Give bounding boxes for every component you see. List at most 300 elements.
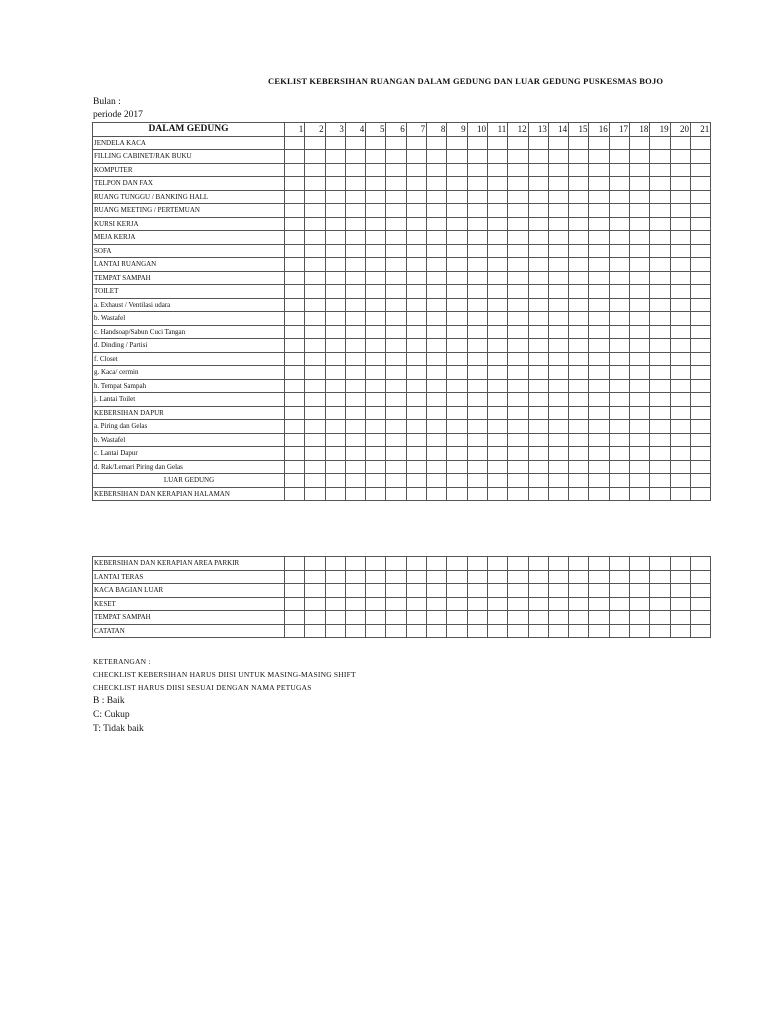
- check-cell[interactable]: [325, 163, 345, 177]
- check-cell[interactable]: [690, 487, 710, 501]
- check-cell[interactable]: [528, 217, 548, 231]
- check-cell[interactable]: [548, 366, 568, 380]
- check-cell[interactable]: [690, 298, 710, 312]
- check-cell[interactable]: [589, 597, 609, 611]
- check-cell[interactable]: [487, 325, 507, 339]
- check-cell[interactable]: [386, 460, 406, 474]
- check-cell[interactable]: [285, 339, 305, 353]
- check-cell[interactable]: [305, 217, 325, 231]
- check-cell[interactable]: [487, 611, 507, 625]
- check-cell[interactable]: [670, 244, 690, 258]
- check-cell[interactable]: [386, 366, 406, 380]
- check-cell[interactable]: [487, 584, 507, 598]
- check-cell[interactable]: [345, 325, 365, 339]
- check-cell[interactable]: [630, 177, 650, 191]
- check-cell[interactable]: [305, 433, 325, 447]
- check-cell[interactable]: [589, 258, 609, 272]
- check-cell[interactable]: [670, 570, 690, 584]
- check-cell[interactable]: [609, 204, 629, 218]
- check-cell[interactable]: [487, 393, 507, 407]
- check-cell[interactable]: [630, 271, 650, 285]
- check-cell[interactable]: [345, 258, 365, 272]
- check-cell[interactable]: [325, 460, 345, 474]
- check-cell[interactable]: [650, 271, 670, 285]
- check-cell[interactable]: [366, 244, 386, 258]
- check-cell[interactable]: [508, 163, 528, 177]
- check-cell[interactable]: [589, 271, 609, 285]
- check-cell[interactable]: [690, 406, 710, 420]
- check-cell[interactable]: [366, 379, 386, 393]
- check-cell[interactable]: [690, 447, 710, 461]
- check-cell[interactable]: [285, 312, 305, 326]
- check-cell[interactable]: [589, 325, 609, 339]
- check-cell[interactable]: [406, 285, 426, 299]
- check-cell[interactable]: [528, 204, 548, 218]
- check-cell[interactable]: [690, 177, 710, 191]
- check-cell[interactable]: [467, 325, 487, 339]
- check-cell[interactable]: [325, 584, 345, 598]
- check-cell[interactable]: [548, 136, 568, 150]
- check-cell[interactable]: [427, 447, 447, 461]
- check-cell[interactable]: [285, 244, 305, 258]
- check-cell[interactable]: [447, 244, 467, 258]
- check-cell[interactable]: [569, 474, 589, 488]
- check-cell[interactable]: [285, 325, 305, 339]
- check-cell[interactable]: [386, 474, 406, 488]
- check-cell[interactable]: [305, 393, 325, 407]
- check-cell[interactable]: [528, 136, 548, 150]
- check-cell[interactable]: [487, 244, 507, 258]
- check-cell[interactable]: [427, 474, 447, 488]
- check-cell[interactable]: [285, 420, 305, 434]
- check-cell[interactable]: [528, 570, 548, 584]
- check-cell[interactable]: [447, 597, 467, 611]
- check-cell[interactable]: [548, 204, 568, 218]
- check-cell[interactable]: [487, 406, 507, 420]
- check-cell[interactable]: [325, 597, 345, 611]
- check-cell[interactable]: [487, 217, 507, 231]
- check-cell[interactable]: [467, 433, 487, 447]
- check-cell[interactable]: [609, 244, 629, 258]
- check-cell[interactable]: [670, 150, 690, 164]
- check-cell[interactable]: [345, 204, 365, 218]
- check-cell[interactable]: [427, 379, 447, 393]
- check-cell[interactable]: [447, 584, 467, 598]
- check-cell[interactable]: [569, 447, 589, 461]
- check-cell[interactable]: [670, 231, 690, 245]
- check-cell[interactable]: [386, 204, 406, 218]
- check-cell[interactable]: [366, 177, 386, 191]
- check-cell[interactable]: [508, 611, 528, 625]
- check-cell[interactable]: [589, 352, 609, 366]
- check-cell[interactable]: [569, 584, 589, 598]
- check-cell[interactable]: [305, 584, 325, 598]
- check-cell[interactable]: [508, 624, 528, 638]
- check-cell[interactable]: [548, 460, 568, 474]
- check-cell[interactable]: [345, 433, 365, 447]
- check-cell[interactable]: [690, 244, 710, 258]
- check-cell[interactable]: [366, 393, 386, 407]
- check-cell[interactable]: [508, 136, 528, 150]
- check-cell[interactable]: [630, 312, 650, 326]
- check-cell[interactable]: [427, 570, 447, 584]
- check-cell[interactable]: [589, 231, 609, 245]
- check-cell[interactable]: [548, 584, 568, 598]
- check-cell[interactable]: [528, 460, 548, 474]
- check-cell[interactable]: [427, 325, 447, 339]
- check-cell[interactable]: [487, 624, 507, 638]
- check-cell[interactable]: [508, 557, 528, 571]
- check-cell[interactable]: [467, 163, 487, 177]
- check-cell[interactable]: [406, 177, 426, 191]
- check-cell[interactable]: [487, 487, 507, 501]
- check-cell[interactable]: [467, 379, 487, 393]
- check-cell[interactable]: [366, 298, 386, 312]
- check-cell[interactable]: [325, 379, 345, 393]
- check-cell[interactable]: [569, 624, 589, 638]
- check-cell[interactable]: [508, 325, 528, 339]
- check-cell[interactable]: [650, 366, 670, 380]
- check-cell[interactable]: [386, 231, 406, 245]
- check-cell[interactable]: [305, 624, 325, 638]
- check-cell[interactable]: [690, 433, 710, 447]
- check-cell[interactable]: [285, 217, 305, 231]
- check-cell[interactable]: [285, 624, 305, 638]
- check-cell[interactable]: [650, 177, 670, 191]
- check-cell[interactable]: [285, 258, 305, 272]
- check-cell[interactable]: [630, 611, 650, 625]
- check-cell[interactable]: [690, 258, 710, 272]
- check-cell[interactable]: [467, 570, 487, 584]
- check-cell[interactable]: [528, 597, 548, 611]
- check-cell[interactable]: [670, 406, 690, 420]
- check-cell[interactable]: [325, 393, 345, 407]
- check-cell[interactable]: [609, 393, 629, 407]
- check-cell[interactable]: [630, 433, 650, 447]
- check-cell[interactable]: [650, 474, 670, 488]
- check-cell[interactable]: [366, 136, 386, 150]
- check-cell[interactable]: [609, 352, 629, 366]
- check-cell[interactable]: [325, 487, 345, 501]
- check-cell[interactable]: [548, 433, 568, 447]
- check-cell[interactable]: [690, 379, 710, 393]
- check-cell[interactable]: [690, 285, 710, 299]
- check-cell[interactable]: [589, 379, 609, 393]
- check-cell[interactable]: [345, 244, 365, 258]
- check-cell[interactable]: [427, 285, 447, 299]
- check-cell[interactable]: [285, 487, 305, 501]
- check-cell[interactable]: [447, 325, 467, 339]
- check-cell[interactable]: [569, 312, 589, 326]
- check-cell[interactable]: [467, 393, 487, 407]
- check-cell[interactable]: [630, 136, 650, 150]
- check-cell[interactable]: [609, 298, 629, 312]
- check-cell[interactable]: [569, 298, 589, 312]
- check-cell[interactable]: [508, 339, 528, 353]
- check-cell[interactable]: [386, 352, 406, 366]
- check-cell[interactable]: [528, 231, 548, 245]
- check-cell[interactable]: [670, 557, 690, 571]
- check-cell[interactable]: [670, 217, 690, 231]
- check-cell[interactable]: [386, 447, 406, 461]
- check-cell[interactable]: [386, 597, 406, 611]
- check-cell[interactable]: [345, 460, 365, 474]
- check-cell[interactable]: [690, 474, 710, 488]
- check-cell[interactable]: [589, 177, 609, 191]
- check-cell[interactable]: [630, 244, 650, 258]
- check-cell[interactable]: [345, 611, 365, 625]
- check-cell[interactable]: [630, 150, 650, 164]
- check-cell[interactable]: [670, 474, 690, 488]
- check-cell[interactable]: [630, 204, 650, 218]
- check-cell[interactable]: [305, 379, 325, 393]
- check-cell[interactable]: [630, 190, 650, 204]
- check-cell[interactable]: [508, 487, 528, 501]
- check-cell[interactable]: [609, 231, 629, 245]
- check-cell[interactable]: [325, 285, 345, 299]
- check-cell[interactable]: [427, 231, 447, 245]
- check-cell[interactable]: [406, 624, 426, 638]
- check-cell[interactable]: [650, 312, 670, 326]
- check-cell[interactable]: [386, 244, 406, 258]
- check-cell[interactable]: [285, 379, 305, 393]
- check-cell[interactable]: [386, 298, 406, 312]
- check-cell[interactable]: [630, 285, 650, 299]
- check-cell[interactable]: [548, 177, 568, 191]
- check-cell[interactable]: [508, 447, 528, 461]
- check-cell[interactable]: [325, 352, 345, 366]
- check-cell[interactable]: [406, 271, 426, 285]
- check-cell[interactable]: [447, 611, 467, 625]
- check-cell[interactable]: [650, 406, 670, 420]
- check-cell[interactable]: [386, 487, 406, 501]
- check-cell[interactable]: [386, 163, 406, 177]
- check-cell[interactable]: [366, 487, 386, 501]
- check-cell[interactable]: [589, 217, 609, 231]
- check-cell[interactable]: [690, 325, 710, 339]
- check-cell[interactable]: [528, 298, 548, 312]
- check-cell[interactable]: [386, 136, 406, 150]
- check-cell[interactable]: [285, 570, 305, 584]
- check-cell[interactable]: [345, 163, 365, 177]
- check-cell[interactable]: [508, 584, 528, 598]
- check-cell[interactable]: [366, 285, 386, 299]
- check-cell[interactable]: [366, 611, 386, 625]
- check-cell[interactable]: [548, 325, 568, 339]
- check-cell[interactable]: [690, 611, 710, 625]
- check-cell[interactable]: [285, 393, 305, 407]
- check-cell[interactable]: [447, 433, 467, 447]
- check-cell[interactable]: [609, 557, 629, 571]
- check-cell[interactable]: [548, 339, 568, 353]
- check-cell[interactable]: [366, 231, 386, 245]
- check-cell[interactable]: [589, 406, 609, 420]
- check-cell[interactable]: [345, 474, 365, 488]
- check-cell[interactable]: [386, 557, 406, 571]
- check-cell[interactable]: [406, 312, 426, 326]
- check-cell[interactable]: [305, 285, 325, 299]
- check-cell[interactable]: [487, 150, 507, 164]
- check-cell[interactable]: [609, 474, 629, 488]
- check-cell[interactable]: [508, 420, 528, 434]
- check-cell[interactable]: [528, 163, 548, 177]
- check-cell[interactable]: [609, 624, 629, 638]
- check-cell[interactable]: [609, 136, 629, 150]
- check-cell[interactable]: [548, 557, 568, 571]
- check-cell[interactable]: [345, 190, 365, 204]
- check-cell[interactable]: [366, 597, 386, 611]
- check-cell[interactable]: [406, 366, 426, 380]
- check-cell[interactable]: [447, 190, 467, 204]
- check-cell[interactable]: [427, 204, 447, 218]
- check-cell[interactable]: [650, 190, 670, 204]
- check-cell[interactable]: [670, 352, 690, 366]
- check-cell[interactable]: [630, 217, 650, 231]
- check-cell[interactable]: [650, 258, 670, 272]
- check-cell[interactable]: [508, 271, 528, 285]
- check-cell[interactable]: [508, 312, 528, 326]
- check-cell[interactable]: [427, 298, 447, 312]
- check-cell[interactable]: [447, 393, 467, 407]
- check-cell[interactable]: [569, 433, 589, 447]
- check-cell[interactable]: [589, 487, 609, 501]
- check-cell[interactable]: [690, 352, 710, 366]
- check-cell[interactable]: [447, 624, 467, 638]
- check-cell[interactable]: [366, 460, 386, 474]
- check-cell[interactable]: [467, 474, 487, 488]
- check-cell[interactable]: [548, 285, 568, 299]
- check-cell[interactable]: [285, 460, 305, 474]
- check-cell[interactable]: [447, 474, 467, 488]
- check-cell[interactable]: [345, 447, 365, 461]
- check-cell[interactable]: [427, 611, 447, 625]
- check-cell[interactable]: [285, 190, 305, 204]
- check-cell[interactable]: [670, 298, 690, 312]
- check-cell[interactable]: [345, 312, 365, 326]
- check-cell[interactable]: [447, 352, 467, 366]
- check-cell[interactable]: [670, 271, 690, 285]
- check-cell[interactable]: [406, 352, 426, 366]
- check-cell[interactable]: [406, 163, 426, 177]
- check-cell[interactable]: [548, 217, 568, 231]
- check-cell[interactable]: [325, 557, 345, 571]
- check-cell[interactable]: [406, 487, 426, 501]
- check-cell[interactable]: [650, 163, 670, 177]
- check-cell[interactable]: [670, 460, 690, 474]
- check-cell[interactable]: [305, 352, 325, 366]
- check-cell[interactable]: [630, 447, 650, 461]
- check-cell[interactable]: [467, 298, 487, 312]
- check-cell[interactable]: [569, 258, 589, 272]
- check-cell[interactable]: [386, 285, 406, 299]
- check-cell[interactable]: [305, 597, 325, 611]
- check-cell[interactable]: [589, 460, 609, 474]
- check-cell[interactable]: [609, 487, 629, 501]
- check-cell[interactable]: [528, 406, 548, 420]
- check-cell[interactable]: [487, 204, 507, 218]
- check-cell[interactable]: [325, 339, 345, 353]
- check-cell[interactable]: [427, 190, 447, 204]
- check-cell[interactable]: [386, 150, 406, 164]
- check-cell[interactable]: [609, 379, 629, 393]
- check-cell[interactable]: [487, 136, 507, 150]
- check-cell[interactable]: [386, 570, 406, 584]
- check-cell[interactable]: [447, 460, 467, 474]
- check-cell[interactable]: [690, 420, 710, 434]
- check-cell[interactable]: [670, 136, 690, 150]
- check-cell[interactable]: [467, 460, 487, 474]
- check-cell[interactable]: [325, 271, 345, 285]
- check-cell[interactable]: [508, 474, 528, 488]
- check-cell[interactable]: [366, 163, 386, 177]
- check-cell[interactable]: [285, 298, 305, 312]
- check-cell[interactable]: [630, 352, 650, 366]
- check-cell[interactable]: [670, 584, 690, 598]
- check-cell[interactable]: [690, 231, 710, 245]
- check-cell[interactable]: [366, 325, 386, 339]
- check-cell[interactable]: [386, 217, 406, 231]
- check-cell[interactable]: [650, 487, 670, 501]
- check-cell[interactable]: [630, 406, 650, 420]
- check-cell[interactable]: [487, 420, 507, 434]
- check-cell[interactable]: [345, 379, 365, 393]
- check-cell[interactable]: [427, 217, 447, 231]
- check-cell[interactable]: [345, 339, 365, 353]
- check-cell[interactable]: [447, 312, 467, 326]
- check-cell[interactable]: [589, 312, 609, 326]
- check-cell[interactable]: [467, 204, 487, 218]
- check-cell[interactable]: [386, 611, 406, 625]
- check-cell[interactable]: [406, 190, 426, 204]
- check-cell[interactable]: [569, 379, 589, 393]
- check-cell[interactable]: [325, 447, 345, 461]
- check-cell[interactable]: [305, 406, 325, 420]
- check-cell[interactable]: [670, 433, 690, 447]
- check-cell[interactable]: [487, 271, 507, 285]
- check-cell[interactable]: [670, 190, 690, 204]
- check-cell[interactable]: [630, 597, 650, 611]
- check-cell[interactable]: [548, 611, 568, 625]
- check-cell[interactable]: [305, 204, 325, 218]
- check-cell[interactable]: [345, 420, 365, 434]
- check-cell[interactable]: [508, 379, 528, 393]
- check-cell[interactable]: [508, 285, 528, 299]
- check-cell[interactable]: [447, 487, 467, 501]
- check-cell[interactable]: [569, 177, 589, 191]
- check-cell[interactable]: [406, 406, 426, 420]
- check-cell[interactable]: [548, 312, 568, 326]
- check-cell[interactable]: [305, 231, 325, 245]
- check-cell[interactable]: [406, 379, 426, 393]
- check-cell[interactable]: [305, 244, 325, 258]
- check-cell[interactable]: [650, 150, 670, 164]
- check-cell[interactable]: [406, 474, 426, 488]
- check-cell[interactable]: [325, 136, 345, 150]
- check-cell[interactable]: [589, 136, 609, 150]
- check-cell[interactable]: [345, 393, 365, 407]
- check-cell[interactable]: [609, 217, 629, 231]
- check-cell[interactable]: [630, 460, 650, 474]
- check-cell[interactable]: [508, 298, 528, 312]
- check-cell[interactable]: [366, 420, 386, 434]
- check-cell[interactable]: [609, 325, 629, 339]
- check-cell[interactable]: [467, 285, 487, 299]
- check-cell[interactable]: [325, 231, 345, 245]
- check-cell[interactable]: [548, 379, 568, 393]
- check-cell[interactable]: [406, 298, 426, 312]
- check-cell[interactable]: [427, 366, 447, 380]
- check-cell[interactable]: [650, 557, 670, 571]
